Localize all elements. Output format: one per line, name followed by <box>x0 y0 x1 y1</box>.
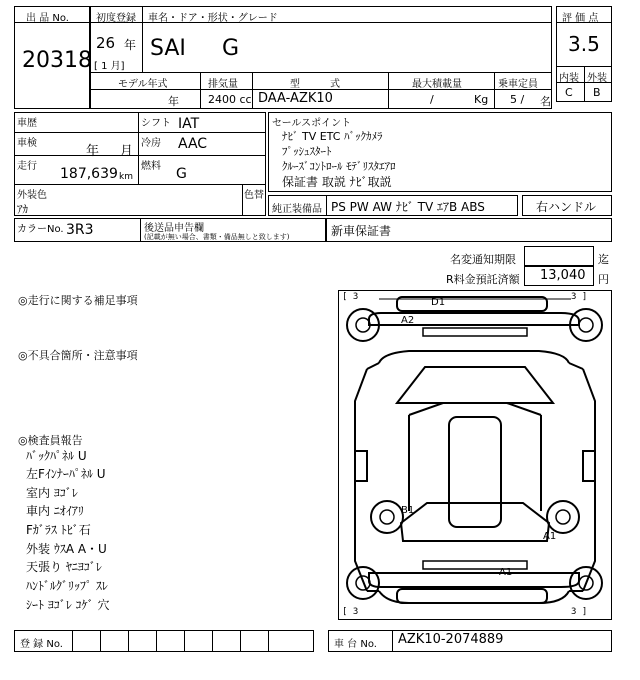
name-change-unit: 迄 <box>598 253 609 266</box>
corner-tl: [ 3 <box>342 292 359 302</box>
color-label: 外装色 <box>17 190 47 201</box>
score: 3.5 <box>568 32 600 56</box>
damage-mark: A1 <box>499 567 513 578</box>
corner-br: 3 ] <box>571 607 588 617</box>
chassis-no: AZK10-2074889 <box>398 632 504 647</box>
history-label: 車歴 <box>17 118 37 129</box>
details-box <box>14 112 266 216</box>
inspection-year: 年 <box>86 144 100 159</box>
mileage-unit: km <box>119 172 133 182</box>
equipment-value: PS PW AW ﾅﾋﾞ TV ｴｱB ABS <box>331 200 485 214</box>
shift: IAT <box>178 116 200 132</box>
later-report-label: 後送品申告欄 <box>144 223 204 234</box>
handle-value: 右ハンドル <box>536 200 597 214</box>
inspector-line: 車内 ﾆｵｲｱﾘ <box>26 504 84 518</box>
color-no: 3R3 <box>66 222 94 238</box>
fuel: G <box>176 166 187 182</box>
chassis-no-label: 車 台 No. <box>334 639 377 650</box>
capacity-label: 乗車定員 <box>498 79 538 90</box>
inspector-line: 外装 ｳｽA A・U <box>26 542 107 556</box>
lot-label: 出 品 No. <box>26 13 69 24</box>
mileage-label: 走行 <box>17 161 37 172</box>
inspector-line: Fｶﾞﾗｽ ﾄﾋﾞ石 <box>26 523 91 537</box>
max-load-unit: Kg <box>474 93 489 106</box>
name-change-label: 名変通知期限 <box>450 253 516 266</box>
mileage: 187,639 <box>60 166 118 182</box>
damage-mark: B1 <box>401 505 415 516</box>
inspector-line: 室内 ﾖｺﾞﾚ <box>26 486 78 500</box>
year-unit: 年 <box>124 38 137 52</box>
equipment-label: 純正装備品 <box>272 204 322 215</box>
first-reg-label: 初度登録 <box>96 13 136 24</box>
driving-notes-label: ◎走行に関する補足事項 <box>18 294 138 307</box>
inspection-label: 車検 <box>17 138 37 149</box>
corner-tr: 3 ] <box>571 292 588 302</box>
first-reg-month: [ 1 月] <box>94 61 125 72</box>
inspector-line: 左Fｲﾝﾅｰﾊﾟﾈﾙ U <box>26 467 106 481</box>
sales-points-label: セールスポイント <box>272 118 352 129</box>
fuel-label: 燃料 <box>141 161 161 172</box>
lot-number: 20318 <box>22 48 92 73</box>
inspector-line: ﾊﾝﾄﾞﾙｸﾞﾘｯﾌﾟ ｽﾚ <box>26 579 108 593</box>
inspector-line: ｼｰﾄ ﾖｺﾞﾚ ｺｹﾞ 穴 <box>26 598 110 612</box>
corner-bl: [ 3 <box>342 607 359 617</box>
score-label: 評 価 点 <box>562 13 599 24</box>
damage-diagram <box>338 290 612 620</box>
damage-mark: A2 <box>401 315 415 326</box>
damage-mark: D1 <box>431 297 446 308</box>
car-name: SAI <box>150 36 186 61</box>
first-reg-year: 26 <box>96 34 116 52</box>
recycle-label: R料金預託済額 <box>446 273 520 286</box>
car-name-label: 車名・ドア・形状・グレード <box>148 13 278 24</box>
model-year-label: モデル年式 <box>118 79 168 90</box>
sales-point-line: ｸﾙｰｽﾞｺﾝﾄﾛｰﾙ ﾓﾃﾞﾘｽﾀｴｱﾛ <box>282 160 396 173</box>
max-load-label: 最大積載量 <box>412 79 462 90</box>
color-no-label: カラーNo. <box>17 224 64 235</box>
capacity-unit: 名 <box>540 95 551 108</box>
damage-mark: A1 <box>543 531 557 542</box>
sales-point-line: 保証書 取説 ﾅﾋﾞ取説 <box>282 175 392 189</box>
grade: G <box>222 36 240 61</box>
ac-label: 冷房 <box>141 138 161 149</box>
shift-label: シフト <box>141 118 171 129</box>
color-value: ｱｶ <box>17 203 28 216</box>
sales-point-line: ﾌﾟｯｼｭｽﾀｰﾄ <box>282 145 332 158</box>
displacement-label: 排気量 <box>208 79 238 90</box>
max-load: / <box>430 93 434 106</box>
reg-no-label: 登 録 No. <box>20 639 63 650</box>
inspector-report-label: ◎検査員報告 <box>18 434 83 447</box>
car-outline-svg <box>339 291 611 619</box>
exterior-label: 外装 <box>587 73 607 84</box>
sales-point-line: ﾅﾋﾞ TV ETC ﾊﾞｯｸｶﾒﾗ <box>282 130 383 143</box>
model-year: 年 <box>168 95 179 108</box>
color-change-label: 色替 <box>244 190 264 201</box>
inspection-month: 月 <box>120 144 134 159</box>
interior-label: 内装 <box>559 73 579 84</box>
warranty-note: 新車保証書 <box>331 224 392 238</box>
model-type-label: 型 式 <box>290 79 340 90</box>
exterior-score: B <box>593 86 601 99</box>
recycle-unit: 円 <box>598 273 609 286</box>
model-type: DAA-AZK10 <box>258 91 333 106</box>
defects-label: ◎不具合箇所・注意事項 <box>18 349 138 362</box>
inspector-line: ﾊﾞｯｸﾊﾟﾈﾙ U <box>26 449 87 463</box>
ac: AAC <box>178 136 208 152</box>
capacity: 5 / <box>510 93 525 106</box>
recycle-value: 13,040 <box>540 268 586 283</box>
later-report-note: (記載が無い場合、書類・備品無しと致します) <box>144 233 290 241</box>
interior-score: C <box>565 86 573 99</box>
name-change-field <box>524 246 594 266</box>
displacement: 2400 cc <box>208 93 252 106</box>
inspector-line: 天張り ﾔﾆﾖｺﾞﾚ <box>26 560 102 574</box>
